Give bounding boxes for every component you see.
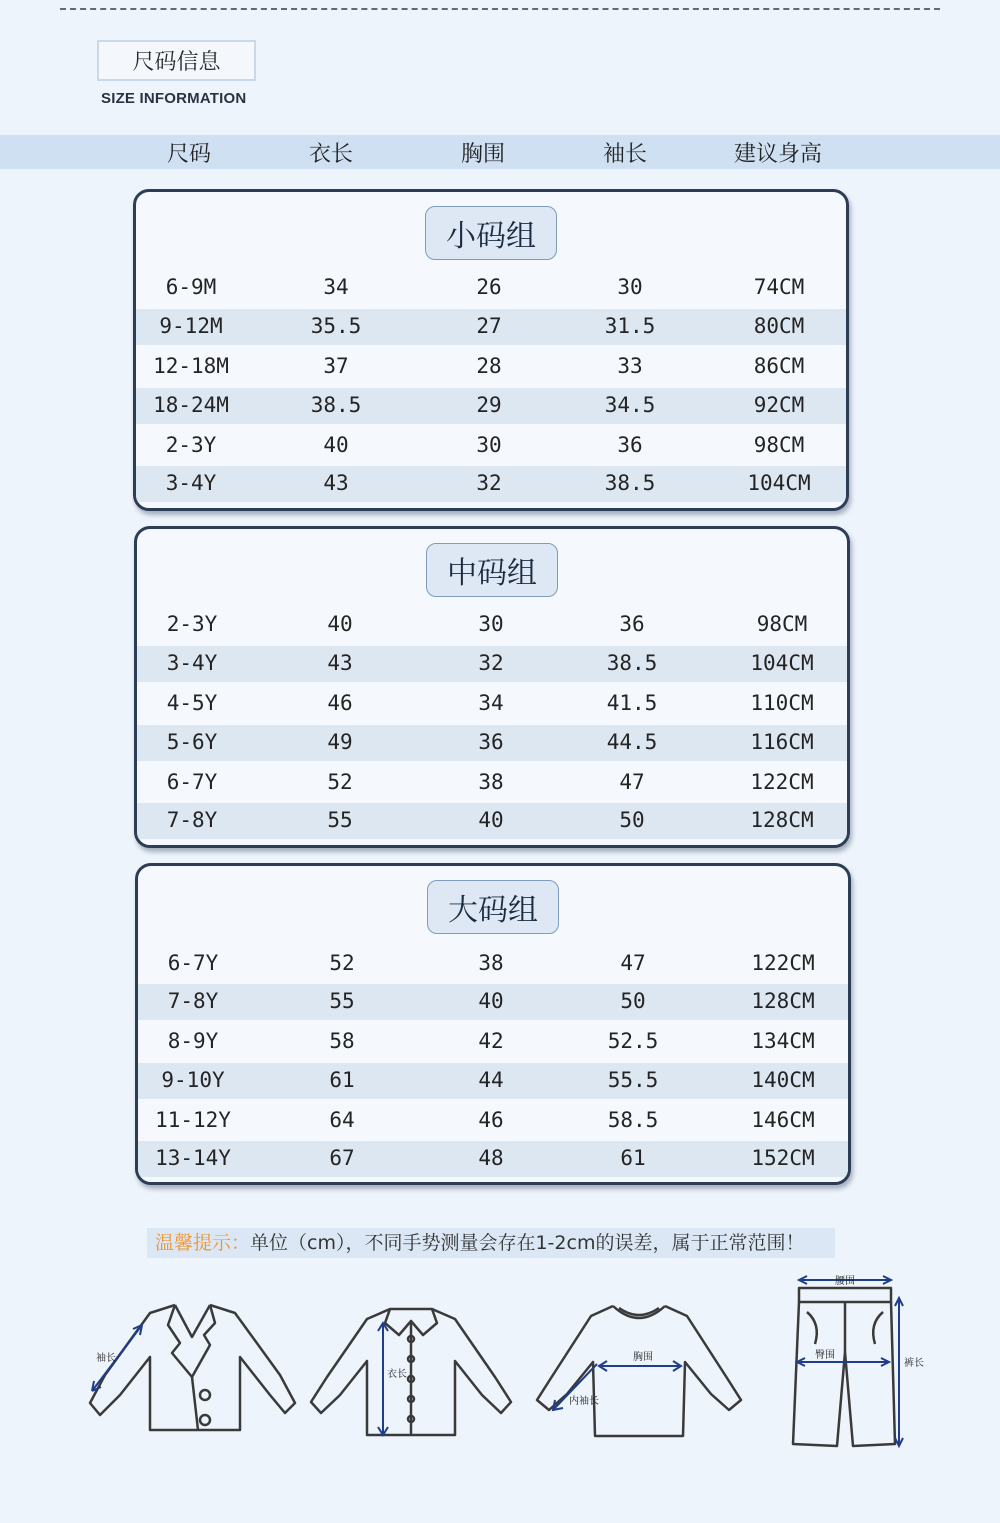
- cell-size: 18-24M: [153, 393, 229, 417]
- table-row: [136, 466, 849, 502]
- table-row: [137, 803, 850, 839]
- cell-length: 34: [323, 275, 349, 299]
- cell-height: 116CM: [750, 730, 814, 754]
- section-title-text: 尺码信息: [132, 50, 221, 75]
- cell-size: 3-4Y: [165, 471, 217, 495]
- cell-length: 43: [327, 651, 353, 675]
- cell-sleeve: 52.5: [607, 1029, 659, 1053]
- cell-height: 98CM: [753, 433, 805, 457]
- cell-sleeve: 50: [619, 808, 645, 832]
- cell-height: 104CM: [747, 471, 811, 495]
- size-group-medium: [134, 526, 850, 848]
- cell-length: 61: [329, 1068, 355, 1092]
- cell-chest: 38: [478, 770, 504, 794]
- column-header-height: 建议身高: [733, 142, 823, 167]
- cell-height: 92CM: [753, 393, 805, 417]
- table-row: [137, 725, 850, 761]
- cell-chest: 44: [478, 1068, 504, 1092]
- cell-size: 5-6Y: [166, 730, 218, 754]
- column-header-bar: [0, 135, 1000, 169]
- cell-size: 9-10Y: [161, 1068, 225, 1092]
- cell-length: 49: [327, 730, 353, 754]
- table-row: [138, 1063, 851, 1099]
- cell-length: 40: [327, 612, 353, 636]
- section-title: [97, 40, 256, 81]
- table-row: [137, 686, 850, 722]
- cell-height: 86CM: [753, 354, 805, 378]
- cell-sleeve: 41.5: [606, 691, 658, 715]
- table-row: [138, 1024, 851, 1060]
- cell-chest: 38: [478, 951, 504, 975]
- cell-height: 152CM: [751, 1146, 815, 1170]
- cell-chest: 42: [478, 1029, 504, 1053]
- table-row: [137, 607, 850, 643]
- top-dashed-divider: [60, 8, 940, 12]
- cell-length: 58: [329, 1029, 355, 1053]
- cell-size: 13-14Y: [155, 1146, 231, 1170]
- cell-size: 6-9M: [165, 275, 217, 299]
- cell-chest: 48: [478, 1146, 504, 1170]
- cell-size: 7-8Y: [167, 989, 219, 1013]
- cell-height: 146CM: [751, 1108, 815, 1132]
- cell-height: 74CM: [753, 275, 805, 299]
- cell-size: 11-12Y: [155, 1108, 231, 1132]
- sweater-sleeve-label: 内袖长: [569, 1396, 599, 1407]
- column-header-size: 尺码: [166, 142, 212, 167]
- cell-chest: 28: [476, 354, 502, 378]
- cell-length: 46: [327, 691, 353, 715]
- cell-sleeve: 47: [620, 951, 646, 975]
- cell-chest: 46: [478, 1108, 504, 1132]
- cell-sleeve: 50: [620, 989, 646, 1013]
- cell-length: 40: [323, 433, 349, 457]
- table-row: [138, 1103, 851, 1139]
- pants-icon: [785, 1272, 935, 1452]
- cell-sleeve: 61: [620, 1146, 646, 1170]
- cell-length: 35.5: [310, 314, 362, 338]
- cell-chest: 30: [478, 612, 504, 636]
- cell-chest: 36: [478, 730, 504, 754]
- cell-chest: 27: [476, 314, 502, 338]
- cell-sleeve: 31.5: [604, 314, 656, 338]
- table-row: [136, 428, 849, 464]
- tip-label: 温馨提示：: [155, 1232, 251, 1254]
- jacket-icon: [80, 1295, 305, 1440]
- cell-size: 7-8Y: [166, 808, 218, 832]
- table-row: [136, 349, 849, 385]
- cell-height: 128CM: [750, 808, 814, 832]
- cell-height: 80CM: [753, 314, 805, 338]
- size-group-small: [133, 189, 849, 511]
- section-subtitle: SIZE INFORMATION: [101, 90, 247, 107]
- cell-chest: 32: [478, 651, 504, 675]
- cell-length: 55: [329, 989, 355, 1013]
- table-row: [137, 765, 850, 801]
- sweater-icon: [533, 1298, 748, 1443]
- group-label: 大码组: [427, 880, 559, 934]
- cell-sleeve: 38.5: [606, 651, 658, 675]
- cell-length: 67: [329, 1146, 355, 1170]
- cell-chest: 40: [478, 989, 504, 1013]
- table-row: [136, 309, 849, 345]
- table-row: [138, 946, 851, 982]
- cell-length: 52: [327, 770, 353, 794]
- cell-sleeve: 44.5: [606, 730, 658, 754]
- cell-sleeve: 55.5: [607, 1068, 659, 1092]
- cell-length: 38.5: [310, 393, 362, 417]
- column-header-length: 衣长: [308, 142, 354, 167]
- cell-size: 3-4Y: [166, 651, 218, 675]
- pants-hip-label: 臀围: [815, 1350, 835, 1361]
- pants-waist-label: 腰围: [835, 1276, 855, 1287]
- cell-length: 52: [329, 951, 355, 975]
- table-row: [138, 1141, 851, 1177]
- cell-sleeve: 38.5: [604, 471, 656, 495]
- cell-size: 9-12M: [159, 314, 223, 338]
- group-label: 小码组: [425, 206, 557, 260]
- cell-size: 2-3Y: [165, 433, 217, 457]
- cell-size: 6-7Y: [167, 951, 219, 975]
- cell-size: 12-18M: [153, 354, 229, 378]
- cell-chest: 40: [478, 808, 504, 832]
- cell-sleeve: 34.5: [604, 393, 656, 417]
- table-row: [136, 270, 849, 306]
- jacket-sleeve-label: 袖长: [96, 1353, 116, 1364]
- cell-length: 64: [329, 1108, 355, 1132]
- pants-length-label: 裤长: [904, 1358, 924, 1369]
- cell-chest: 26: [476, 275, 502, 299]
- shirt-icon: [305, 1297, 517, 1442]
- table-row: [138, 984, 851, 1020]
- group-label: 中码组: [426, 543, 558, 597]
- cell-chest: 29: [476, 393, 502, 417]
- cell-height: 122CM: [750, 770, 814, 794]
- column-header-sleeve: 袖长: [602, 142, 648, 167]
- cell-sleeve: 30: [617, 275, 643, 299]
- shirt-length-label: 衣长: [387, 1369, 407, 1380]
- column-header-chest: 胸围: [460, 142, 506, 167]
- cell-height: 122CM: [751, 951, 815, 975]
- measurement-tip: [147, 1228, 835, 1258]
- tip-text: 单位（cm），不同手势测量会存在1-2cm的误差，属于正常范围！: [250, 1232, 805, 1254]
- cell-length: 43: [323, 471, 349, 495]
- cell-height: 128CM: [751, 989, 815, 1013]
- sweater-chest-label: 胸围: [633, 1352, 653, 1363]
- cell-height: 134CM: [751, 1029, 815, 1053]
- table-row: [136, 388, 849, 424]
- cell-sleeve: 33: [617, 354, 643, 378]
- cell-chest: 34: [478, 691, 504, 715]
- cell-height: 140CM: [751, 1068, 815, 1092]
- cell-sleeve: 36: [619, 612, 645, 636]
- cell-height: 98CM: [756, 612, 808, 636]
- cell-size: 6-7Y: [166, 770, 218, 794]
- cell-sleeve: 58.5: [607, 1108, 659, 1132]
- cell-size: 4-5Y: [166, 691, 218, 715]
- cell-height: 104CM: [750, 651, 814, 675]
- cell-height: 110CM: [750, 691, 814, 715]
- cell-chest: 30: [476, 433, 502, 457]
- table-row: [137, 646, 850, 682]
- cell-chest: 32: [476, 471, 502, 495]
- cell-size: 8-9Y: [167, 1029, 219, 1053]
- cell-size: 2-3Y: [166, 612, 218, 636]
- cell-sleeve: 36: [617, 433, 643, 457]
- size-group-large: [135, 863, 851, 1185]
- cell-length: 37: [323, 354, 349, 378]
- cell-length: 55: [327, 808, 353, 832]
- cell-sleeve: 47: [619, 770, 645, 794]
